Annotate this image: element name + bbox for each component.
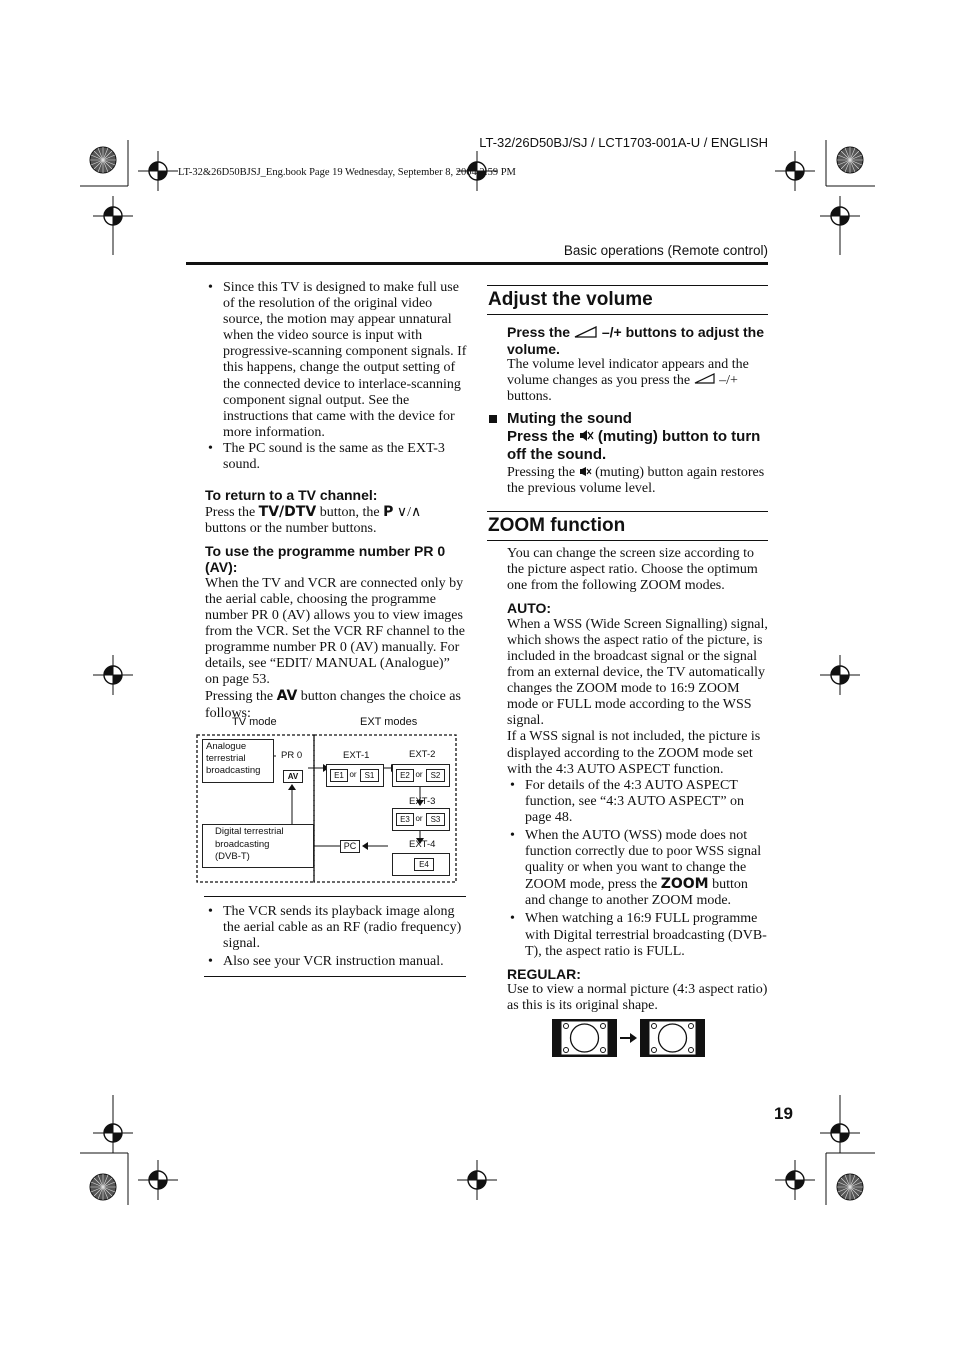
mute-icon: [579, 466, 592, 477]
volume-instruction: Press the –/+ buttons to adjust the volume.: [507, 324, 764, 357]
s3-box: S3: [426, 813, 445, 826]
muting-section: [507, 411, 769, 497]
ext4-label: EXT-4: [409, 839, 436, 850]
pc-box: PC: [340, 840, 360, 853]
e1-box: E1: [330, 769, 348, 782]
tv-mode-label: TV mode: [232, 716, 277, 728]
pr0-press: Pressing the AV button changes the choice as follows:: [205, 688, 461, 721]
left-bottom-rule: [204, 976, 466, 977]
volume-rule-bottom: [487, 314, 768, 315]
book-stamp: LT-32&26D50BJSJ_Eng.book Page 19 Wednesday, September 8, 2004 2:59 PM: [178, 167, 516, 178]
e2-box: E2: [396, 769, 414, 782]
regular-heading: REGULAR:: [507, 965, 581, 982]
list-item: • The PC sound is the same as the EXT-3 sound.: [205, 441, 467, 473]
return-heading: To return to a TV channel:: [205, 487, 378, 504]
ext-modes-label: EXT modes: [360, 716, 418, 728]
header-rule: [186, 262, 768, 265]
list-item: • Also see your VCR instruction manual.: [205, 954, 467, 970]
arrow-right-icon: [620, 1033, 637, 1043]
pr0-label: PR 0: [281, 750, 303, 761]
zoom-rule-top: [487, 511, 768, 512]
e3-box: E3: [396, 813, 414, 826]
list-item: • For details of the 4:3 AUTO ASPECT function, see “4:3 AUTO ASPECT” on page 48.: [507, 778, 769, 826]
auto-heading: AUTO:: [507, 600, 552, 617]
list-item: • The VCR sends its playback image along the aerial cable as an RF (radio frequency) signal.: [205, 904, 467, 952]
ext2-label: EXT-2: [409, 749, 436, 760]
regular-body: Use to view a normal picture (4:3 aspect ratio) as this is its original shape.: [507, 982, 768, 1014]
vcr-notes-list: [205, 904, 467, 970]
regular-illustration: [552, 1019, 706, 1059]
muting-title: Muting the sound: [507, 410, 632, 427]
ext3-label: EXT-3: [409, 796, 436, 807]
av-key: AV: [276, 688, 298, 705]
model-code: LT-32/26D50BJ/SJ / LCT1703-001A-U / ENGLISH: [479, 135, 768, 150]
list-item: • When watching a 16:9 FULL programme with Digital terrestrial broadcasting (DVB-T), the aspect ratio is FULL.: [507, 911, 769, 959]
zoom-rule-bottom: [487, 540, 768, 541]
volume-rule-top: [487, 285, 768, 286]
or-label: or: [415, 770, 423, 779]
p-key: P: [383, 503, 394, 520]
list-item: • Since this TV is designed to make full use of the resolution of the original video source, the motion may appear unnatural when the video source is input with progressive-scanning component signals. If this happens, change the output setting of the connected device to interlace-scanning component signal output. See the instructions that came with the device for more information.: [205, 280, 467, 441]
auto-p1: When a WSS (Wide Screen Signalling) signal, which shows the aspect ratio of the picture, is included in the broadcast signal or the signal from an external device, the TV automatically changes the ZOOM mode to 16:9 ZOOM mode or FULL mode according to the WSS signal.: [507, 616, 768, 729]
volume-section: [507, 324, 769, 405]
zoom-intro: You can change the screen size according to the picture aspect ratio. Choose the optimum one from the following ZOOM modes.: [507, 546, 758, 594]
volume-icon: [694, 373, 716, 384]
page-number: 19: [774, 1104, 793, 1123]
mute-icon: [579, 429, 594, 442]
auto-list: [507, 778, 769, 960]
e4-box: E4: [414, 858, 434, 871]
av-box: AV: [283, 770, 303, 783]
or-label: or: [349, 770, 357, 779]
volume-body: The volume level indicator appears and the volume changes as you press the –/+ buttons.: [507, 357, 749, 405]
digital-box: Digital terrestrial broadcasting (DVB-T): [202, 824, 314, 868]
tvdtv-key: TV/DTV: [258, 503, 317, 520]
zoom-key: ZOOM: [660, 876, 709, 893]
s2-box: S2: [426, 769, 445, 782]
zoom-title: ZOOM function: [488, 515, 626, 536]
section-label: Basic operations (Remote control): [563, 243, 768, 258]
muting-instruction: Press the (muting) button to turn off the sound.: [507, 427, 761, 463]
s1-box: S1: [360, 769, 379, 782]
pr0-heading: To use the programme number PR 0 (AV):: [205, 542, 446, 576]
muting-body: Pressing the (muting) button again restores the previous volume level.: [507, 464, 765, 496]
ext1-label: EXT-1: [343, 750, 370, 761]
analogue-box: Analogue terrestrial broadcasting: [202, 739, 274, 783]
volume-title: Adjust the volume: [488, 289, 653, 310]
list-item: • When the AUTO (WSS) mode does not function correctly due to poor WSS signal quality or when you want to change the ZOOM mode, press the ZOOM button and change to another ZOOM mode.: [507, 828, 769, 909]
volume-icon: [574, 326, 598, 338]
diagram-rule-top: [204, 896, 466, 897]
auto-p2: If a WSS signal is not included, the picture is displayed according to the ZOOM mode set with the 4:3 AUTO ASPECT function.: [507, 729, 761, 777]
left-bottom-notes: [205, 904, 467, 970]
or-label: or: [415, 814, 423, 823]
zoom-section: [507, 546, 769, 1014]
bullet-square: [489, 415, 497, 423]
left-column: [205, 280, 467, 722]
notes-list: [205, 280, 467, 473]
pr0-body: When the TV and VCR are connected only by the aerial cable, choosing the programme number PR 0 (AV) allows you to view images from the VCR. Set the VCR RF channel to the programme number PR 0 (AV) manually. For details, see “EDIT/ MANUAL (Analogue)” on page 53.: [205, 575, 466, 688]
return-body: Press the TV/DTV button, the P ∨/∧ buttons or the number buttons.: [205, 503, 422, 536]
